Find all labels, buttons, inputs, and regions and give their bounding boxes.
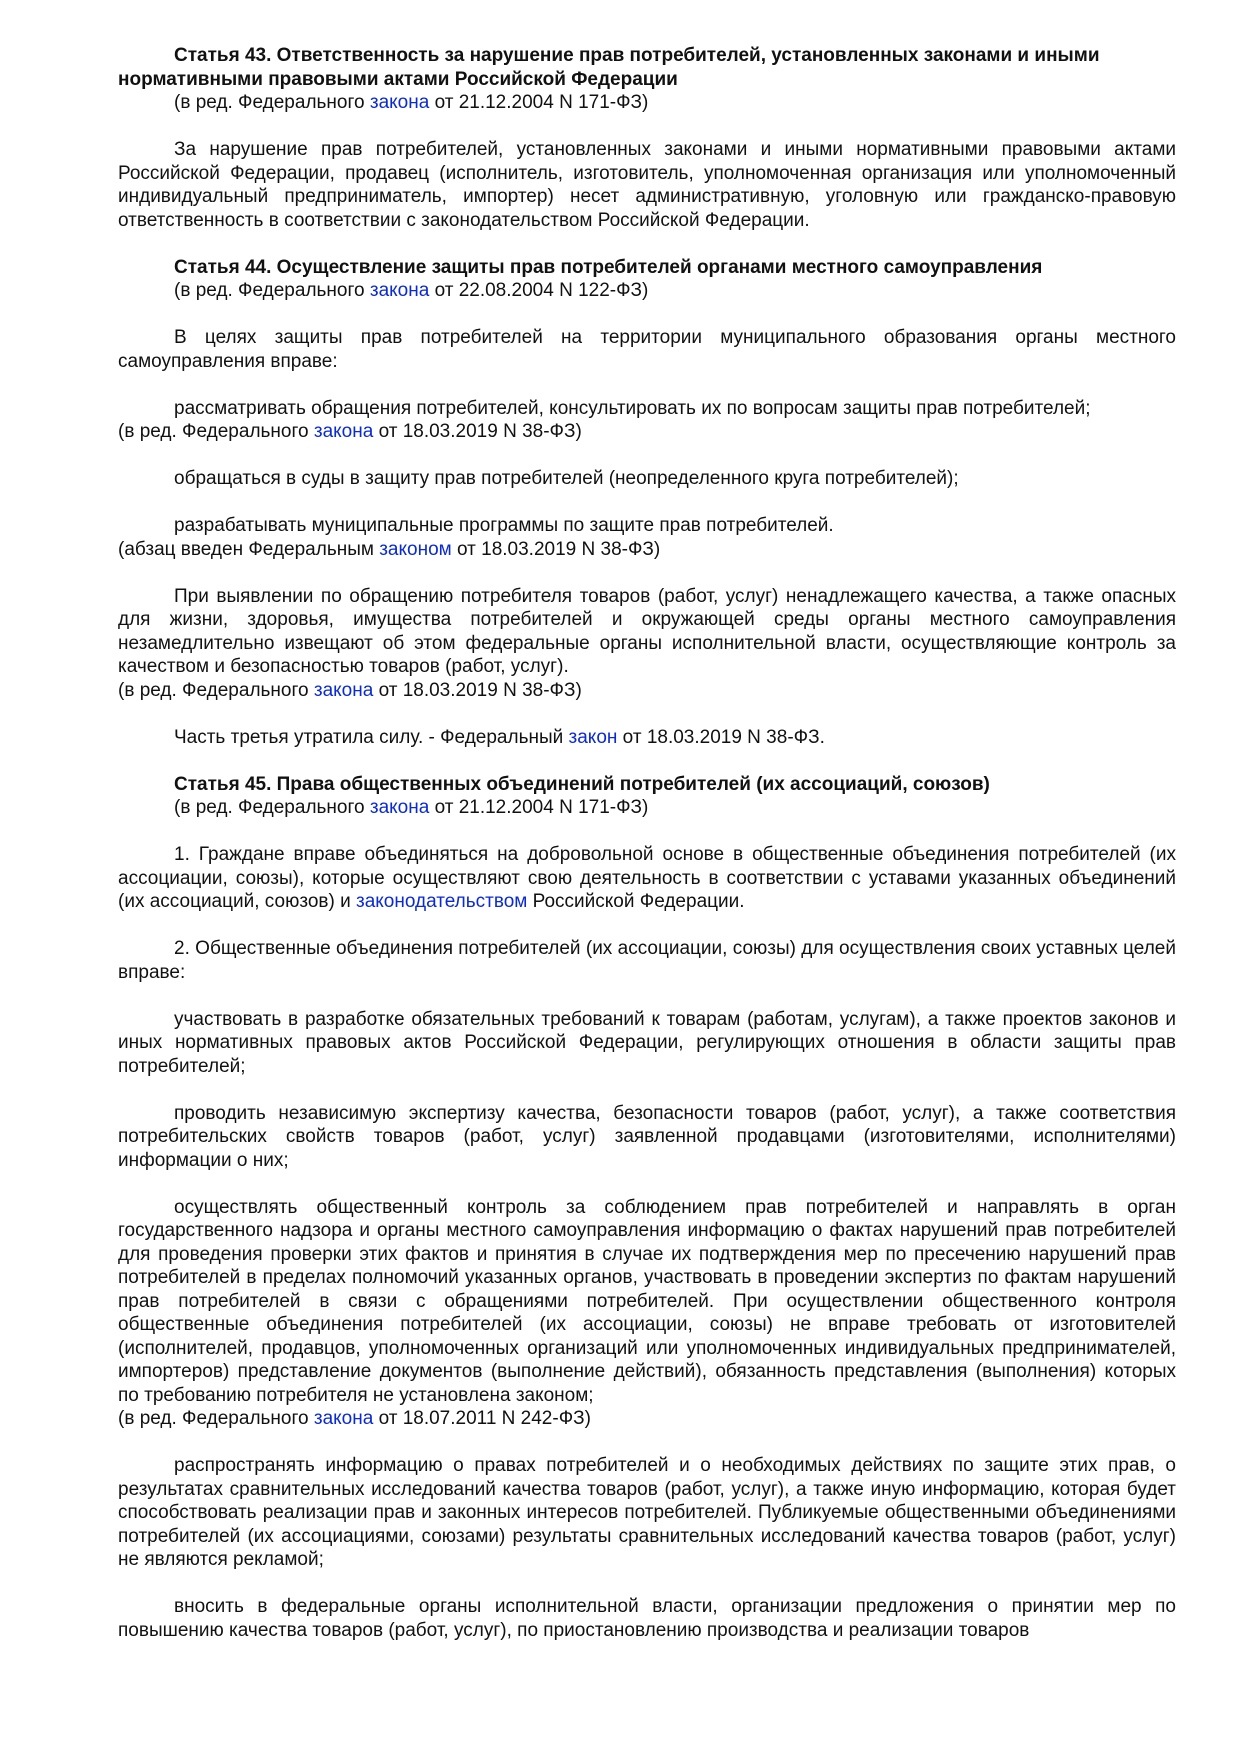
document-page (118, 44, 1176, 1642)
law-link[interactable]: закона (369, 797, 430, 818)
article-45-paragraph-2: 2. Общественные объединения потребителей (их ассоциации, союзы) для осуществления своих уставных целей вправе: (118, 938, 1176, 983)
law-link[interactable]: законом (379, 538, 452, 560)
law-link[interactable]: закона (369, 280, 430, 301)
edition-note: (в ред. Федерального закона от 18.07.2011 N 242-ФЗ) (118, 1408, 591, 1429)
article-43 (118, 44, 1176, 232)
edition-note: (в ред. Федерального закона от 18.03.2019 N 38-ФЗ) (118, 679, 582, 701)
article-44-item-2 (118, 397, 1176, 444)
legislation-link[interactable]: законодательством (355, 891, 528, 912)
article-45-item-5 (118, 1196, 1176, 1431)
edition-note: (в ред. Федерального закона от 18.03.2019 N 38-ФЗ) (118, 421, 582, 442)
article-45-paragraph-7: вносить в федеральные органы исполнительной власти, организации предложения о принятии мер по повышению качества товаров (работ, услуг), по приостановлению производства и реализации товаров (118, 1596, 1176, 1641)
article-45-title: Статья 45. Права общественных объединений потребителей (их ассоциаций, союзов) (174, 773, 990, 795)
article-45-paragraph-1: 1. Граждане вправе объединяться на добровольной основе в общественные объединения потребителей (их ассоциации, союзы), которые осуществляют свою деятельность в соответствии с уставами указанных объединений (их ассоциаций, союзов) и законодательством Российской Федерации. (118, 844, 1176, 912)
law-link[interactable]: закона (313, 1408, 374, 1429)
article-45-paragraph-6: распространять информацию о правах потребителей и о необходимых действиях по защите этих прав, о результатах сравнительных исследований качества товаров (работ, услуг), а также иную информацию, которая будет способствовать реализации прав и законных интересов потребителей. Публикуемые общественными объединениями потребителей (их ассоциациями, союзами) результаты сравнительных исследований качества товаров (работ, услуг) не являются рекламой; (118, 1455, 1176, 1570)
law-link[interactable]: закон (568, 726, 618, 748)
article-45-edition-note: (в ред. Федерального закона от 21.12.2004 N 171-ФЗ) (174, 797, 649, 818)
law-link[interactable]: закона (313, 679, 374, 701)
article-45-paragraph-5: осуществлять общественный контроль за соблюдением прав потребителей и направлять в орган государственного надзора и органы местного самоуправления информацию о фактах нарушений прав потребителей для проведения проверки этих фактов и принятия в случае их подтверждения мер по пресечению нарушений прав потребителей в пределах полномочий указанных органов, участвовать в проведении экспертиз по фактам нарушений прав потребителей в связи с обращениями потребителей. При осуществлении общественного контроля общественные объединения потребителей (их ассоциации, союзы) не вправе требовать от изготовителей (исполнителей, продавцов, уполномоченных организаций или уполномоченных индивидуальных предпринимателей, импортеров) представление документов (выполнение действий), обязанность представления (выполнения) которых по требованию потребителя не установлена законом; (118, 1196, 1176, 1406)
article-44-paragraph-6: Часть третья утратила силу. - Федеральный закон от 18.03.2019 N 38-ФЗ. (174, 726, 825, 748)
article-44-title: Статья 44. Осуществление защиты прав потребителей органами местного самоуправления (174, 256, 1043, 278)
article-45-paragraph-4: проводить независимую экспертизу качества, безопасности товаров (работ, услуг), а также соответствия потребительских свойств товаров (работ, услуг) заявленной продавцами (изготовителями, исполнителями) информации о них; (118, 1102, 1176, 1171)
law-link[interactable]: закона (313, 421, 374, 442)
article-44-item-5 (118, 585, 1176, 703)
edition-note: (абзац введен Федеральным законом от 18.03.2019 N 38-ФЗ) (118, 538, 661, 560)
article-44-edition-note: (в ред. Федерального закона от 22.08.2004 N 122-ФЗ) (174, 280, 649, 301)
law-link[interactable]: закона (369, 92, 430, 113)
article-44-paragraph-2: рассматривать обращения потребителей, консультировать их по вопросам защиты прав потребителей; (174, 397, 1091, 419)
article-45 (118, 773, 1176, 1643)
article-45-paragraph-3: участвовать в разработке обязательных требований к товарам (работам, услугам), а также проектов законов и иных нормативных правовых актов Российской Федерации, регулирующих отношения в области защиты прав потребителей; (118, 1008, 1176, 1077)
article-44-paragraph-3: обращаться в суды в защиту прав потребителей (неопределенного круга потребителей); (174, 468, 959, 489)
article-44-paragraph-1: В целях защиты прав потребителей на территории муниципального образования органы местного самоуправления вправе: (118, 327, 1176, 372)
article-43-title: Статья 43. Ответственность за нарушение прав потребителей, установленных законами и иными нормативными правовыми актами Российской Федерации (118, 45, 1100, 90)
article-44-item-4 (118, 514, 1176, 561)
article-43-paragraph: За нарушение прав потребителей, установленных законами и иными нормативными правовыми актами Российской Федерации, продавец (исполнитель, изготовитель, уполномоченная организация или уполномоченный индивидуальный предприниматель, импортер) несет административную, уголовную или гражданско-правовую ответственность в соответствии с законодательством Российской Федерации. (118, 139, 1176, 231)
article-44-paragraph-4: разрабатывать муниципальные программы по защите прав потребителей. (174, 515, 834, 536)
article-44 (118, 256, 1176, 750)
article-43-edition-note: (в ред. Федерального закона от 21.12.2004 N 171-ФЗ) (174, 92, 649, 113)
article-44-paragraph-5: При выявлении по обращению потребителя товаров (работ, услуг) ненадлежащего качества, а также опасных для жизни, здоровья, имущества потребителей и окружающей среды органы местного самоуправления незамедлительно извещают об этом федеральные органы исполнительной власти, осуществляющие контроль за качеством и безопасностью товаров (работ, услуг). (118, 585, 1176, 677)
